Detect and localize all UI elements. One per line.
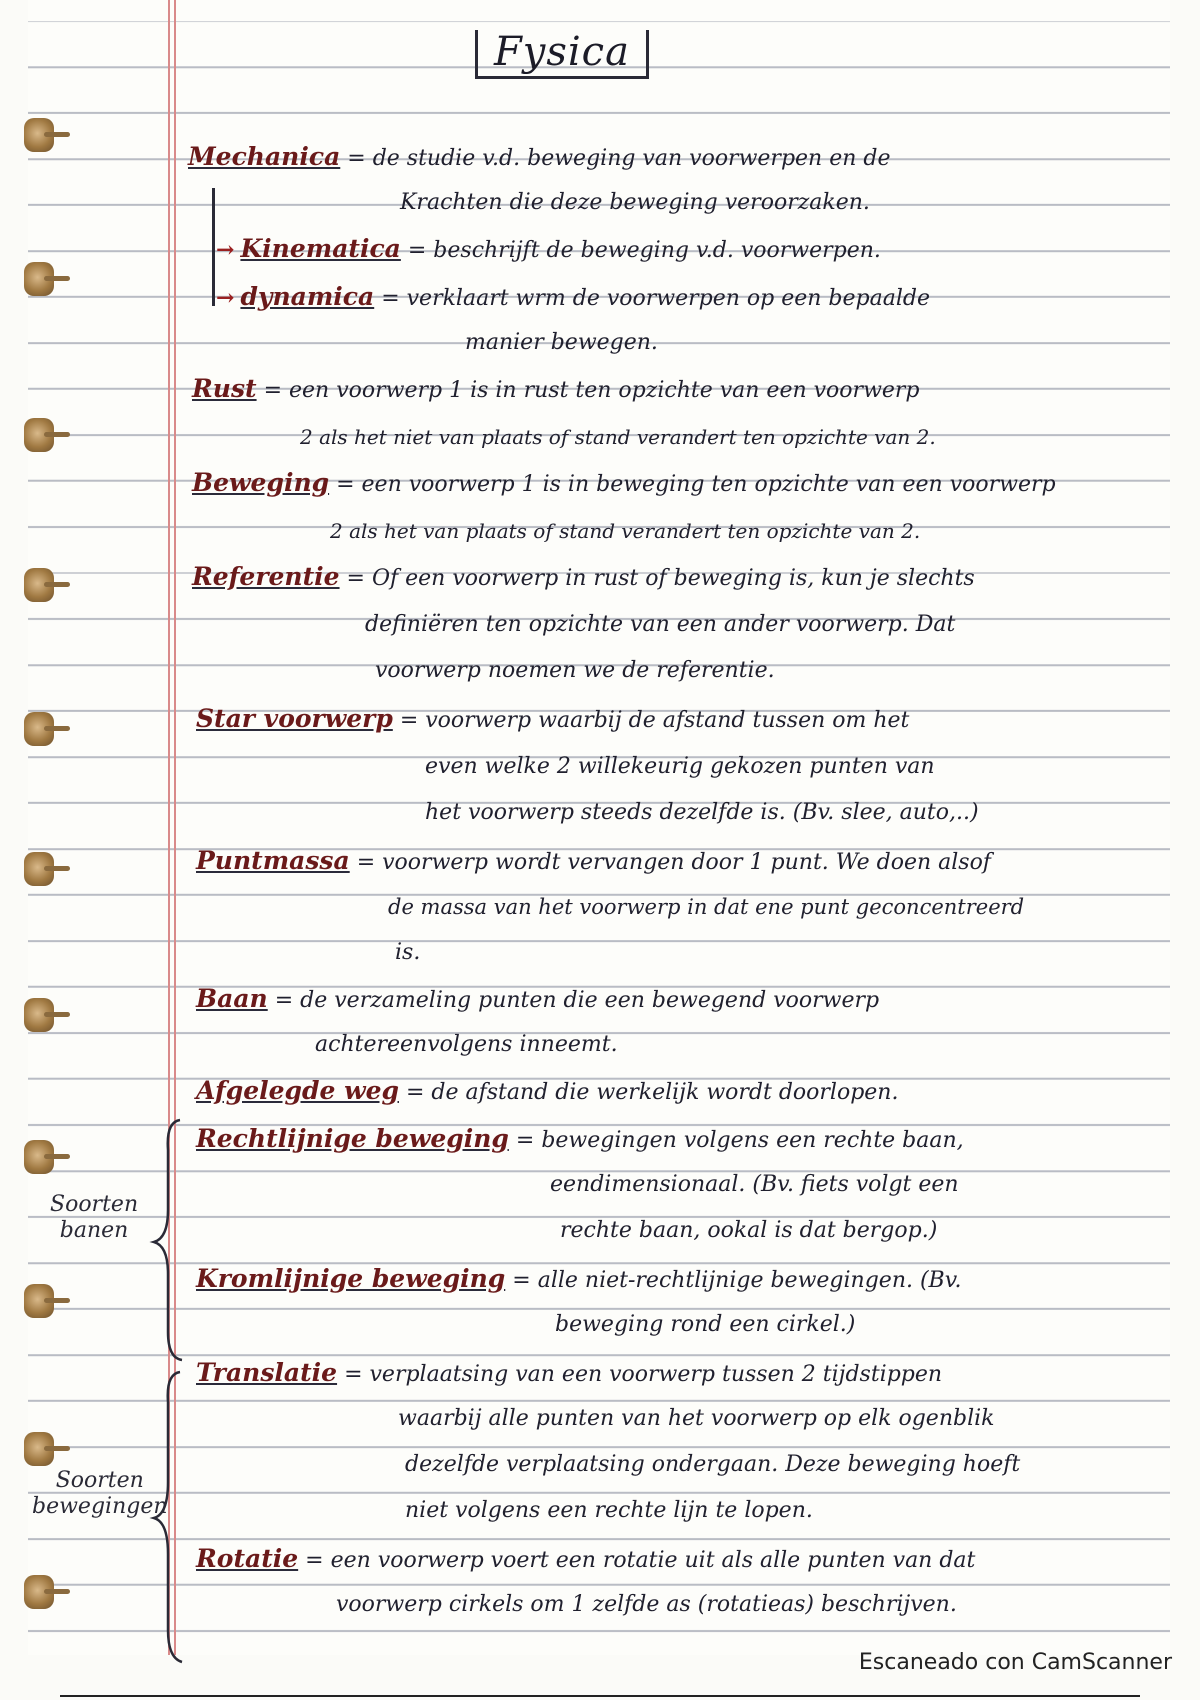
definition-rotatie [196, 1544, 975, 1576]
definition-term: Beweging [192, 468, 330, 497]
definition-line: 2 als het van plaats of stand verandert ten opzichte van 2. [330, 519, 921, 543]
definition-rust [192, 374, 920, 406]
definition-puntmassa [196, 846, 991, 878]
definition-line: het voorwerp steeds dezelfde is. (Bv. slee, auto,..) [425, 800, 979, 825]
ring-hole-icon [24, 418, 54, 452]
definition-line: 2 als het niet van plaats of stand verandert ten opzichte van 2. [300, 425, 936, 449]
side-label-line: Soorten [55, 1468, 144, 1493]
divider [60, 1695, 1140, 1697]
ring-hole-icon [24, 1432, 54, 1466]
definition-line: voorwerp cirkels om 1 zelfde as (rotatieas) beschrijven. [336, 1592, 957, 1617]
definition-line: even welke 2 willekeurig gekozen punten van [425, 754, 935, 779]
definition-beweging [192, 468, 1056, 500]
tree-connector [212, 188, 215, 306]
definition-line: is. [395, 940, 421, 965]
definition-line: = Of een voorwerp in rust of beweging is, kun je slechts [346, 566, 975, 591]
definition-line: rechte baan, ookal is dat bergop.) [560, 1218, 938, 1243]
definition-translatie [196, 1358, 942, 1390]
definition-kinematica [216, 234, 881, 266]
definition-term: Mechanica [188, 142, 341, 171]
definition-dynamica [216, 282, 930, 314]
definition-mechanica [188, 142, 891, 174]
definition-line: dezelfde verplaatsing ondergaan. Deze beweging hoeft [405, 1452, 1021, 1477]
definition-line: eendimensionaal. (Bv. fiets volgt een [550, 1172, 959, 1197]
definition-line: beweging rond een cirkel.) [555, 1312, 856, 1337]
ring-hole-icon [24, 568, 54, 602]
definition-line: manier bewegen. [465, 330, 658, 355]
definition-line: = alle niet-rechtlijnige bewegingen. (Bv. [512, 1268, 962, 1293]
ring-hole-icon [24, 1575, 54, 1609]
definition-term: Afgelegde weg [196, 1076, 399, 1105]
side-label-line: Soorten [50, 1192, 139, 1217]
definition-term: Baan [196, 984, 268, 1013]
definition-line: waarbij alle punten van het voorwerp op elk ogenblik [398, 1406, 995, 1431]
definition-line: = verklaart wrm de voorwerpen op een bepaalde [381, 286, 930, 311]
ring-hole-icon [24, 1284, 54, 1318]
definition-line: Krachten die deze beweging veroorzaken. [400, 190, 870, 215]
arrow-right-icon: → [216, 285, 235, 311]
definition-afgelegde-weg [196, 1076, 898, 1108]
definition-line: = de afstand die werkelijk wordt doorlopen. [405, 1080, 899, 1105]
side-label-line: bewegingen [32, 1494, 168, 1519]
definition-rechtlijnige-beweging [196, 1124, 964, 1156]
side-label-soorten-bewegingen [32, 1468, 168, 1520]
page-title: Fysica [475, 30, 649, 79]
definition-line: = beschrijft de beweging v.d. voorwerpen. [407, 238, 881, 263]
definition-line: = een voorwerp 1 is in rust ten opzichte van een voorwerp [263, 378, 920, 403]
definition-line: = bewegingen volgens een rechte baan, [515, 1128, 964, 1153]
side-label-soorten-banen [50, 1192, 138, 1244]
definition-term: Puntmassa [196, 846, 350, 875]
definition-referentie [192, 562, 975, 594]
definition-line: definiëren ten opzichte van een ander voorwerp. Dat [365, 612, 956, 637]
ring-hole-icon [24, 262, 54, 296]
ring-hole-icon [24, 1140, 54, 1174]
definition-term: Star voorwerp [196, 704, 393, 733]
definition-line: = voorwerp waarbij de afstand tussen om het [399, 708, 910, 733]
definition-line: niet volgens een rechte lijn te lopen. [405, 1498, 813, 1523]
definition-line: = verplaatsing van een voorwerp tussen 2 tijdstippen [344, 1362, 943, 1387]
definition-term: Rotatie [196, 1544, 299, 1573]
ring-hole-icon [24, 118, 54, 152]
ring-hole-icon [24, 712, 54, 746]
definition-term: Kinematica [240, 234, 401, 263]
arrow-right-icon: → [216, 237, 235, 263]
definition-line: voorwerp noemen we de referentie. [375, 658, 775, 683]
definition-line: = de verzameling punten die een bewegend voorwerp [274, 988, 880, 1013]
definition-term: dynamica [240, 282, 375, 311]
ring-hole-icon [24, 852, 54, 886]
definition-term: Referentie [192, 562, 340, 591]
definition-term: Translatie [196, 1358, 338, 1387]
definition-term: Rust [192, 374, 257, 403]
definition-line: = een voorwerp 1 is in beweging ten opzichte van een voorwerp [336, 472, 1056, 497]
scanner-watermark: Escaneado con CamScanner [858, 1650, 1172, 1675]
definition-line: de massa van het voorwerp in dat ene punt geconcentreerd [388, 895, 1025, 919]
side-label-line: banen [59, 1218, 129, 1243]
definition-term: Kromlijnige beweging [196, 1264, 506, 1293]
curly-brace-icon [140, 1110, 200, 1670]
definition-baan [196, 984, 879, 1016]
definition-line: = de studie v.d. beweging van voorwerpen en de [347, 146, 891, 171]
definition-kromlijnige-beweging [196, 1264, 962, 1296]
ring-hole-icon [24, 998, 54, 1032]
definition-term: Rechtlijnige beweging [196, 1124, 509, 1153]
definition-line: = voorwerp wordt vervangen door 1 punt. We doen alsof [356, 850, 991, 875]
definition-star-voorwerp [196, 704, 909, 736]
definition-line: = een voorwerp voert een rotatie uit als alle punten van dat [305, 1548, 976, 1573]
definition-line: achtereenvolgens inneemt. [315, 1032, 618, 1057]
